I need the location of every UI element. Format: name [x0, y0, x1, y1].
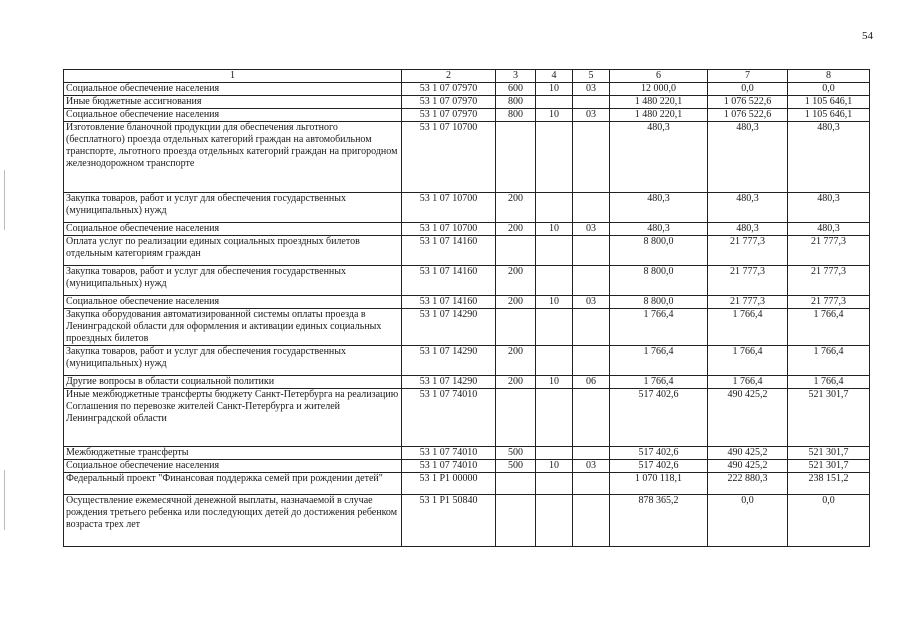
cell-c3 — [496, 122, 536, 193]
cell-name: Иные межбюджетные трансферты бюджету Санкт-Петербурга на реализацию Соглашения по перевозке жителей Санкт-Петербурга и жителей Ленинградской области — [64, 389, 402, 447]
cell-v6: 8 800,0 — [610, 266, 708, 296]
cell-v6: 517 402,6 — [610, 389, 708, 447]
cell-name: Иные бюджетные ассигнования — [64, 96, 402, 109]
cell-c3: 500 — [496, 447, 536, 460]
cell-c4: 10 — [536, 376, 573, 389]
cell-c4: 10 — [536, 109, 573, 122]
column-header: 3 — [496, 70, 536, 83]
cell-v8: 1 766,4 — [788, 346, 870, 376]
column-header: 6 — [610, 70, 708, 83]
cell-v7: 490 425,2 — [708, 389, 788, 447]
cell-c4 — [536, 266, 573, 296]
cell-code: 53 1 07 10700 — [402, 193, 496, 223]
table-row — [64, 83, 870, 96]
cell-c5 — [573, 495, 610, 547]
table-row — [64, 473, 870, 495]
cell-v8: 1 105 646,1 — [788, 109, 870, 122]
cell-v7: 222 880,3 — [708, 473, 788, 495]
cell-code: 53 1 07 14290 — [402, 346, 496, 376]
table-row — [64, 460, 870, 473]
cell-c4 — [536, 309, 573, 346]
cell-v7: 1 766,4 — [708, 346, 788, 376]
cell-c3 — [496, 389, 536, 447]
table-header-row — [64, 70, 870, 83]
cell-v8: 1 766,4 — [788, 376, 870, 389]
cell-v7: 1 076 522,6 — [708, 109, 788, 122]
cell-v7: 1 076 522,6 — [708, 96, 788, 109]
cell-v7: 490 425,2 — [708, 447, 788, 460]
cell-v8: 480,3 — [788, 223, 870, 236]
cell-v7: 0,0 — [708, 495, 788, 547]
cell-c3 — [496, 473, 536, 495]
cell-c3: 200 — [496, 193, 536, 223]
cell-v6: 878 365,2 — [610, 495, 708, 547]
cell-v8: 0,0 — [788, 495, 870, 547]
cell-v8: 21 777,3 — [788, 296, 870, 309]
cell-c5: 03 — [573, 296, 610, 309]
table-row — [64, 193, 870, 223]
cell-v8: 480,3 — [788, 193, 870, 223]
cell-code: 53 1 07 07970 — [402, 109, 496, 122]
cell-code: 53 1 07 74010 — [402, 389, 496, 447]
cell-c3: 200 — [496, 223, 536, 236]
cell-v7: 21 777,3 — [708, 236, 788, 266]
cell-v6: 480,3 — [610, 193, 708, 223]
cell-v8: 1 766,4 — [788, 309, 870, 346]
cell-code: 53 1 07 14290 — [402, 309, 496, 346]
cell-v6: 1 480 220,1 — [610, 96, 708, 109]
cell-v8: 21 777,3 — [788, 236, 870, 266]
cell-c4 — [536, 495, 573, 547]
cell-v7: 480,3 — [708, 223, 788, 236]
cell-c5 — [573, 96, 610, 109]
cell-c4: 10 — [536, 296, 573, 309]
cell-c3 — [496, 495, 536, 547]
table-row — [64, 495, 870, 547]
cell-c4: 10 — [536, 223, 573, 236]
cell-v6: 1 070 118,1 — [610, 473, 708, 495]
column-header: 7 — [708, 70, 788, 83]
cell-c5 — [573, 266, 610, 296]
cell-c3: 600 — [496, 83, 536, 96]
cell-v7: 0,0 — [708, 83, 788, 96]
cell-name: Другие вопросы в области социальной политики — [64, 376, 402, 389]
cell-v7: 1 766,4 — [708, 376, 788, 389]
cell-code: 53 1 07 14160 — [402, 296, 496, 309]
cell-v6: 517 402,6 — [610, 447, 708, 460]
cell-c5 — [573, 236, 610, 266]
cell-v6: 8 800,0 — [610, 236, 708, 266]
cell-c3: 200 — [496, 266, 536, 296]
table-row — [64, 223, 870, 236]
cell-v6: 1 766,4 — [610, 346, 708, 376]
cell-c5 — [573, 389, 610, 447]
cell-v8: 0,0 — [788, 83, 870, 96]
cell-c5: 03 — [573, 109, 610, 122]
cell-name: Закупка товаров, работ и услуг для обеспечения государственных (муниципальных) нужд — [64, 346, 402, 376]
cell-code: 53 1 07 10700 — [402, 223, 496, 236]
cell-code: 53 1 07 14290 — [402, 376, 496, 389]
cell-v6: 1 766,4 — [610, 309, 708, 346]
table-row — [64, 96, 870, 109]
cell-v7: 480,3 — [708, 193, 788, 223]
cell-v6: 8 800,0 — [610, 296, 708, 309]
cell-v8: 238 151,2 — [788, 473, 870, 495]
table-row — [64, 266, 870, 296]
table-row — [64, 346, 870, 376]
cell-code: 53 1 07 07970 — [402, 96, 496, 109]
cell-v8: 521 301,7 — [788, 389, 870, 447]
cell-v8: 1 105 646,1 — [788, 96, 870, 109]
cell-c5: 06 — [573, 376, 610, 389]
table-row — [64, 389, 870, 447]
cell-name: Социальное обеспечение населения — [64, 83, 402, 96]
cell-c4: 10 — [536, 83, 573, 96]
cell-c5: 03 — [573, 223, 610, 236]
column-header: 5 — [573, 70, 610, 83]
table-row — [64, 447, 870, 460]
cell-c3: 200 — [496, 376, 536, 389]
cell-c4 — [536, 389, 573, 447]
cell-code: 53 1 P1 00000 — [402, 473, 496, 495]
cell-v8: 521 301,7 — [788, 447, 870, 460]
cell-v6: 12 000,0 — [610, 83, 708, 96]
cell-c5 — [573, 193, 610, 223]
cell-c4 — [536, 346, 573, 376]
cell-v7: 490 425,2 — [708, 460, 788, 473]
cell-name: Социальное обеспечение населения — [64, 460, 402, 473]
cell-name: Закупка товаров, работ и услуг для обеспечения государственных (муниципальных) нужд — [64, 266, 402, 296]
budget-table — [63, 69, 870, 547]
cell-code: 53 1 07 14160 — [402, 266, 496, 296]
cell-c4 — [536, 193, 573, 223]
column-header: 8 — [788, 70, 870, 83]
table-row — [64, 122, 870, 193]
cell-name: Межбюджетные трансферты — [64, 447, 402, 460]
cell-name: Осуществление ежемесячной денежной выплаты, назначаемой в случае рождения третьего ребенка или последующих детей до достижения ребенком возраста трех лет — [64, 495, 402, 547]
cell-code: 53 1 P1 50840 — [402, 495, 496, 547]
cell-c3: 800 — [496, 109, 536, 122]
cell-c4: 10 — [536, 460, 573, 473]
table-row — [64, 109, 870, 122]
cell-v7: 21 777,3 — [708, 266, 788, 296]
cell-v8: 480,3 — [788, 122, 870, 193]
cell-c5 — [573, 346, 610, 376]
cell-code: 53 1 07 07970 — [402, 83, 496, 96]
cell-c4 — [536, 122, 573, 193]
cell-code: 53 1 07 14160 — [402, 236, 496, 266]
page-number: 54 — [862, 30, 873, 42]
cell-v6: 1 480 220,1 — [610, 109, 708, 122]
table-row — [64, 296, 870, 309]
cell-name: Социальное обеспечение населения — [64, 296, 402, 309]
cell-c4 — [536, 96, 573, 109]
cell-c5 — [573, 309, 610, 346]
cell-v6: 517 402,6 — [610, 460, 708, 473]
table-row — [64, 236, 870, 266]
column-header: 1 — [64, 70, 402, 83]
cell-name: Федеральный проект "Финансовая поддержка семей при рождении детей" — [64, 473, 402, 495]
table-row — [64, 376, 870, 389]
cell-c3 — [496, 309, 536, 346]
table-row — [64, 309, 870, 346]
cell-code: 53 1 07 10700 — [402, 122, 496, 193]
cell-v8: 521 301,7 — [788, 460, 870, 473]
cell-code: 53 1 07 74010 — [402, 460, 496, 473]
cell-v7: 480,3 — [708, 122, 788, 193]
cell-c4 — [536, 236, 573, 266]
cell-name: Социальное обеспечение населения — [64, 109, 402, 122]
cell-c4 — [536, 447, 573, 460]
cell-v7: 21 777,3 — [708, 296, 788, 309]
column-header: 4 — [536, 70, 573, 83]
cell-c5 — [573, 473, 610, 495]
cell-name: Закупка товаров, работ и услуг для обеспечения государственных (муниципальных) нужд — [64, 193, 402, 223]
cell-v7: 1 766,4 — [708, 309, 788, 346]
cell-c3: 500 — [496, 460, 536, 473]
cell-v6: 1 766,4 — [610, 376, 708, 389]
cell-name: Закупка оборудования автоматизированной системы оплаты проезда в Ленинградской области для оформления и активации единых социальных проездных билетов — [64, 309, 402, 346]
cell-name: Изготовление бланочной продукции для обеспечения льготного (бесплатного) проезда отдельных категорий граждан на автомобильном транспорте, льготного проезда отдельных категорий граждан на пригородном железнодорожном транспорте — [64, 122, 402, 193]
cell-v8: 21 777,3 — [788, 266, 870, 296]
cell-c3: 800 — [496, 96, 536, 109]
cell-c4 — [536, 473, 573, 495]
cell-c5 — [573, 122, 610, 193]
cell-name: Оплата услуг по реализации единых социальных проездных билетов отдельным категориям граждан — [64, 236, 402, 266]
cell-name: Социальное обеспечение населения — [64, 223, 402, 236]
column-header: 2 — [402, 70, 496, 83]
scan-edge-mark — [4, 170, 5, 230]
cell-c3: 200 — [496, 346, 536, 376]
cell-c5 — [573, 447, 610, 460]
cell-code: 53 1 07 74010 — [402, 447, 496, 460]
cell-c5: 03 — [573, 83, 610, 96]
cell-c3 — [496, 236, 536, 266]
scan-edge-mark — [4, 470, 5, 530]
cell-c5: 03 — [573, 460, 610, 473]
cell-v6: 480,3 — [610, 122, 708, 193]
cell-c3: 200 — [496, 296, 536, 309]
cell-v6: 480,3 — [610, 223, 708, 236]
